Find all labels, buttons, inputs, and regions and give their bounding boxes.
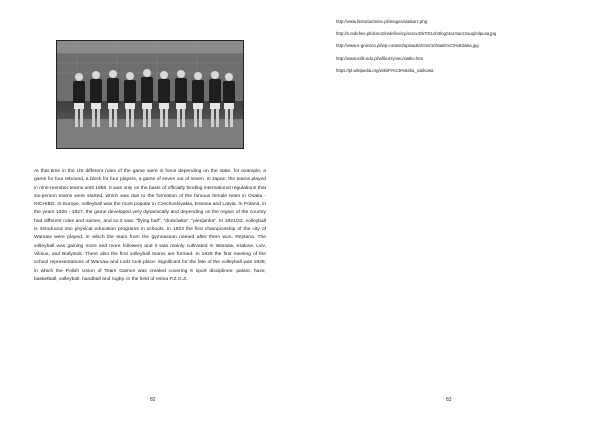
body-paragraph: At that time in the US different rules of the game were in force depending on the state, for example, a game for four rebound, a block for four players, a game of seven out of seven. In Japan, the teams played in nine-member teams until 1958. It was only on the basis of officially binding international regulations that six-person teams were started, which was due to the formation of the famous female team in Osaka - NICHIBO. In Europe, volleyball was the most popular in Czechoslovakia, Estonia and Latvia. In Poland, in the years 1920 - 1927, the game developed very dynamically and depending on the region of the country had different rules and names, and so it was: "flying ball", "drobówka", "pierijanka". In 1921/22, volleyball is introduced into physical education programs in schools. In 1923 the first championship of the city of Warsaw were played, in which the team from the gymnasium named after them won. Reytana. The volleyball was gaining more and more followers and it was mainly cultivated in Warsaw, Krakow, Lviv, Vilnius, and Bialystok. There also the first volleyball teams are formed. In 1926 the first meeting of the school representations of Warsaw and Lodz took place. Significant for the fate of the volleyball was 1928, in which the Polish Union of Team Games was created covering 6 sport disciplines: palant, haze, basketball, volleyball, handball and rugby. in the field of retina P.Z.G.Z. — [34, 169, 266, 282]
right-page — [300, 0, 600, 424]
page-number-left: 82 — [150, 397, 156, 403]
reference-link[interactable]: https://pl.wikipedia.org/wiki/Pi%C5%82ka_siatkowa — [336, 67, 434, 73]
reference-list — [336, 19, 586, 80]
team-photo — [56, 40, 244, 149]
reference-link[interactable]: http://s.redefine.pl/dcs/o2/redefine/cp/xx/xx3zk7tS1oh3lngz4azSacz2uuq/mlpusa.jpg — [336, 31, 497, 37]
page-number-right: 83 — [446, 397, 452, 403]
reference-link[interactable]: http://www.historiazzelec.pl/images/siatkarz.png — [336, 19, 427, 24]
reference-link[interactable]: http://www.e-gniezno.pl/wp-content/uploads/2015/10/siatk%C3%B3wka.jpg — [336, 43, 479, 49]
team-photo-illustration — [57, 41, 243, 148]
reference-link[interactable]: http://www.eslk.edu.pl/wf/kurzyniec/siatko.htm — [336, 55, 424, 61]
